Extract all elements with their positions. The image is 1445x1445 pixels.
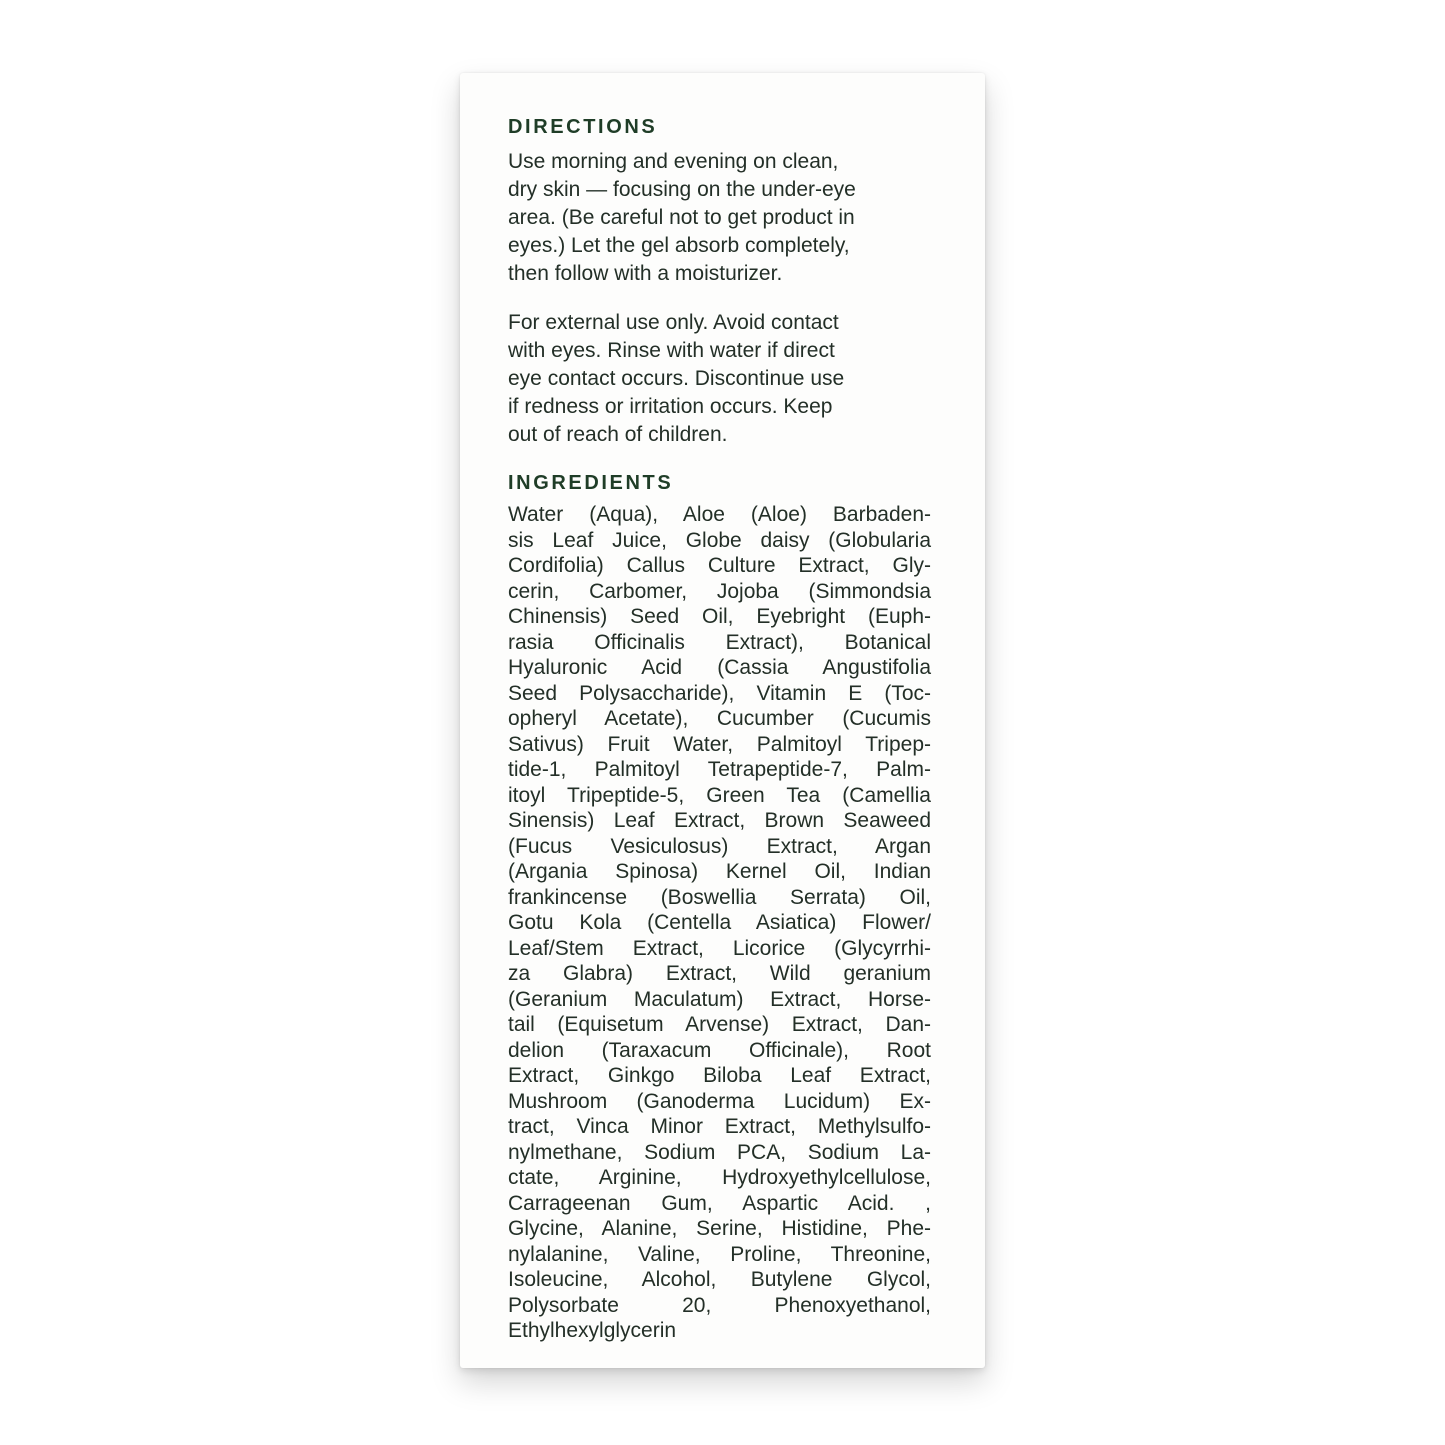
text-line: tail (Equisetum Arvense) Extract, Dan- bbox=[508, 1013, 931, 1036]
text-line: Ethylhexylglycerin bbox=[508, 1319, 677, 1342]
text-line: nylmethane, Sodium PCA, Sodium La- bbox=[508, 1140, 931, 1164]
text-line: opheryl Acetate), Cucumber (Cucumis bbox=[508, 707, 931, 730]
text-line: tide-1, Palmitoyl Tetrapeptide-7, Palm- bbox=[508, 758, 931, 781]
text-line: delion (Taraxacum Officinale), Root bbox=[508, 1038, 931, 1062]
text-line: For external use only. Avoid contact bbox=[508, 311, 839, 334]
text-line: Water (Aqua), Aloe (Aloe) Barbaden- bbox=[508, 503, 931, 526]
text-line: eyes.) Let the gel absorb completely, bbox=[508, 234, 850, 257]
product-label-panel bbox=[460, 73, 985, 1368]
text-line: sis Leaf Juice, Globe daisy (Globularia bbox=[508, 528, 931, 552]
text-line: Leaf/Stem Extract, Licorice (Glycyrrhi- bbox=[508, 936, 931, 960]
text-line: (Argania Spinosa) Kernel Oil, Indian bbox=[508, 860, 931, 883]
ingredients-heading: INGREDIENTS bbox=[508, 472, 674, 494]
directions-warning-paragraph bbox=[508, 309, 931, 449]
text-line: Seed Polysaccharide), Vitamin E (Toc- bbox=[508, 681, 931, 705]
text-line: Sinensis) Leaf Extract, Brown Seaweed bbox=[508, 809, 931, 832]
text-line: dry skin — focusing on the under-eye bbox=[508, 178, 856, 201]
text-line: (Geranium Maculatum) Extract, Horse- bbox=[508, 987, 931, 1011]
text-line: area. (Be careful not to get product in bbox=[508, 206, 855, 229]
ingredients-list-paragraph bbox=[508, 502, 931, 1344]
text-line: nylalanine, Valine, Proline, Threonine, bbox=[508, 1242, 931, 1266]
text-line: Isoleucine, Alcohol, Butylene Glycol, bbox=[508, 1268, 931, 1291]
text-line: with eyes. Rinse with water if direct bbox=[508, 339, 835, 362]
text-line: Hyaluronic Acid (Cassia Angustifolia bbox=[508, 656, 931, 679]
text-line: Sativus) Fruit Water, Palmitoyl Tripep- bbox=[508, 732, 931, 756]
text-line: cerin, Carbomer, Jojoba (Simmondsia bbox=[508, 579, 931, 603]
text-line: za Glabra) Extract, Wild geranium bbox=[508, 962, 931, 985]
directions-usage-paragraph bbox=[508, 148, 931, 288]
text-line: Gotu Kola (Centella Asiatica) Flower/ bbox=[508, 911, 931, 934]
text-line: frankincense (Boswellia Serrata) Oil, bbox=[508, 885, 931, 909]
text-line: ctate, Arginine, Hydroxyethylcellulose, bbox=[508, 1166, 931, 1189]
text-line: then follow with a moisturizer. bbox=[508, 262, 783, 285]
text-line: out of reach of children. bbox=[508, 423, 728, 446]
text-line: rasia Officinalis Extract), Botanical bbox=[508, 630, 931, 654]
text-line: eye contact occurs. Discontinue use bbox=[508, 367, 845, 390]
text-line: Carrageenan Gum, Aspartic Acid. , bbox=[508, 1191, 931, 1215]
text-line: Cordifolia) Callus Culture Extract, Gly- bbox=[508, 554, 931, 577]
text-line: Mushroom (Ganoderma Lucidum) Ex- bbox=[508, 1089, 931, 1113]
text-line: Glycine, Alanine, Serine, Histidine, Phe- bbox=[508, 1217, 931, 1240]
directions-heading: DIRECTIONS bbox=[508, 116, 658, 138]
text-line: itoyl Tripeptide-5, Green Tea (Camellia bbox=[508, 783, 931, 807]
text-line: Use morning and evening on clean, bbox=[508, 150, 839, 173]
text-line: Extract, Ginkgo Biloba Leaf Extract, bbox=[508, 1064, 931, 1087]
text-line: Chinensis) Seed Oil, Eyebright (Euph- bbox=[508, 605, 931, 628]
text-line: Polysorbate 20, Phenoxyethanol, bbox=[508, 1293, 931, 1317]
text-line: tract, Vinca Minor Extract, Methylsulfo- bbox=[508, 1115, 931, 1138]
text-line: (Fucus Vesiculosus) Extract, Argan bbox=[508, 834, 931, 858]
text-line: if redness or irritation occurs. Keep bbox=[508, 395, 833, 418]
